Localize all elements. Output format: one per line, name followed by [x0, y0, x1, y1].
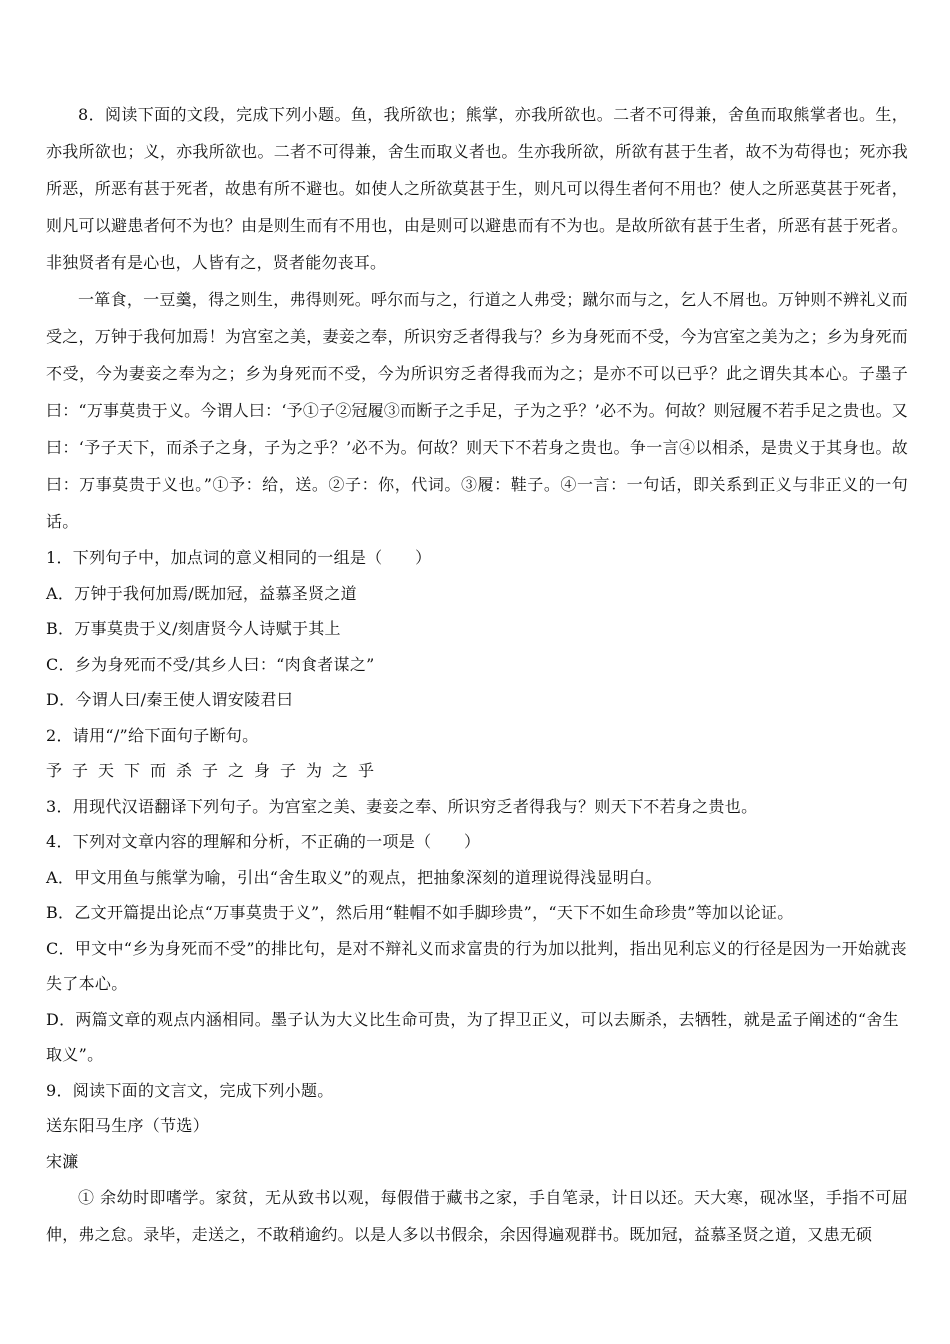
q8-sub1-option-b: B．万事莫贵于义/刻唐贤今人诗赋于其上	[46, 619, 341, 638]
q8-sub1-option-d: D．今谓人曰/秦王使人谓安陵君曰	[46, 690, 294, 709]
q8-sub4-question: 4．下列对文章内容的理解和分析，不正确的一项是（ ）	[46, 832, 481, 851]
q8-passage-paragraph-2: 一箪食，一豆羹，得之则生，弗得则死。呼尔而与之，行道之人弗受；蹴尔而与之，乞人不屑也。万钟则不辨礼义而受之，万钟于我何加焉！为宫室之美，妻妾之奉，所识穷乏者得我与？乡为身死而不受，今为宫室之美为之；乡为身死而不受，今为妻妾之奉为之；乡为身死而不受，今为所识穷乏者得我而为之；是亦不可以已乎？此之谓失其本心。子墨子曰：“万事莫贵于义。今谓人曰：‘予①子②冠履③而断子之手足，子为之乎？’必不为。何故？则冠履不若手足之贵也。又曰：‘予子天下，而杀子之身，子为之乎？’必不为。何故？则天下不若身之贵也。争一言④以相杀，是贵义于其身也。故曰：万事莫贵于义也。”①予：给，送。②子：你，代词。③履：鞋子。④一言：一句话，即关系到正义与非正义的一句话。	[46, 290, 908, 531]
q8-sub2-sentence: 予子天下而杀子之身子为之乎	[46, 761, 385, 780]
q9-passage-author: 宋濂	[46, 1151, 79, 1171]
q8-sub3-question: 3．用现代汉语翻译下列句子。为宫室之美、妻妾之奉、所识穷乏者得我与？则天下不若身之贵也。	[46, 796, 758, 816]
q8-sub2-question: 2．请用“/”给下面句子断句。	[46, 725, 259, 745]
q8-sub1-question: 1．下列句子中，加点词的意义相同的一组是（ ）	[46, 548, 432, 567]
q9-intro: 9．阅读下面的文言文，完成下列小题。	[46, 1080, 334, 1100]
q8-sub4-option-d: D．两篇文章的观点内涵相同。墨子认为大义比生命可贵，为了捍卫正义，可以去厮杀，去牺牲，就是孟子阐述的“舍生取义”。	[46, 1009, 899, 1064]
q8-sub1-option-c: C．乡为身死而不受/其乡人曰：“肉食者谋之”	[46, 654, 375, 674]
document-content	[46, 96, 908, 1253]
q8-passage-paragraph-1: 8．阅读下面的文段，完成下列小题。鱼，我所欲也；熊掌，亦我所欲也。二者不可得兼，舍鱼而取熊掌者也。生，亦我所欲也；义，亦我所欲也。二者不可得兼，舍生而取义者也。生亦我所欲，所欲有甚于生者，故不为苟得也；死亦我所恶，所恶有甚于死者，故患有所不避也。如使人之所欲莫甚于生，则凡可以得生者何不用也？使人之所恶莫甚于死者，则凡可以避患者何不为也？由是则生而有不用也，由是则可以避患而有不为也。是故所欲有甚于生者，所恶有甚于死者。非独贤者有是心也，人皆有之，贤者能勿丧耳。	[46, 105, 908, 272]
q9-passage-paragraph-1: ① 余幼时即嗜学。家贫，无从致书以观，每假借于藏书之家，手自笔录，计日以还。天大寒，砚冰坚，手指不可屈伸，弗之怠。录毕，走送之，不敢稍逾约。以是人多以书假余，余因得遍观群书。既加冠，益慕圣贤之道，又患无硕	[46, 1188, 908, 1244]
q8-sub4-option-a: A．甲文用鱼与熊掌为喻，引出“舍生取义”的观点，把抽象深刻的道理说得浅显明白。	[46, 867, 662, 887]
q9-passage-title: 送东阳马生序（节选）	[46, 1116, 210, 1135]
q8-sub4-option-c: C．甲文中“乡为身死而不受”的排比句，是对不辩礼义而求富贵的行为加以批判，指出见利忘义的行径是因为一开始就丧失了本心。	[46, 938, 907, 993]
q8-sub4-option-b: B．乙文开篇提出论点“万事莫贵于义”，然后用“鞋帽不如手脚珍贵”，“天下不如生命珍贵”等加以论证。	[46, 903, 794, 922]
q8-sub1-option-a: A．万钟于我何加焉/既加冠，益慕圣贤之道	[46, 583, 357, 603]
